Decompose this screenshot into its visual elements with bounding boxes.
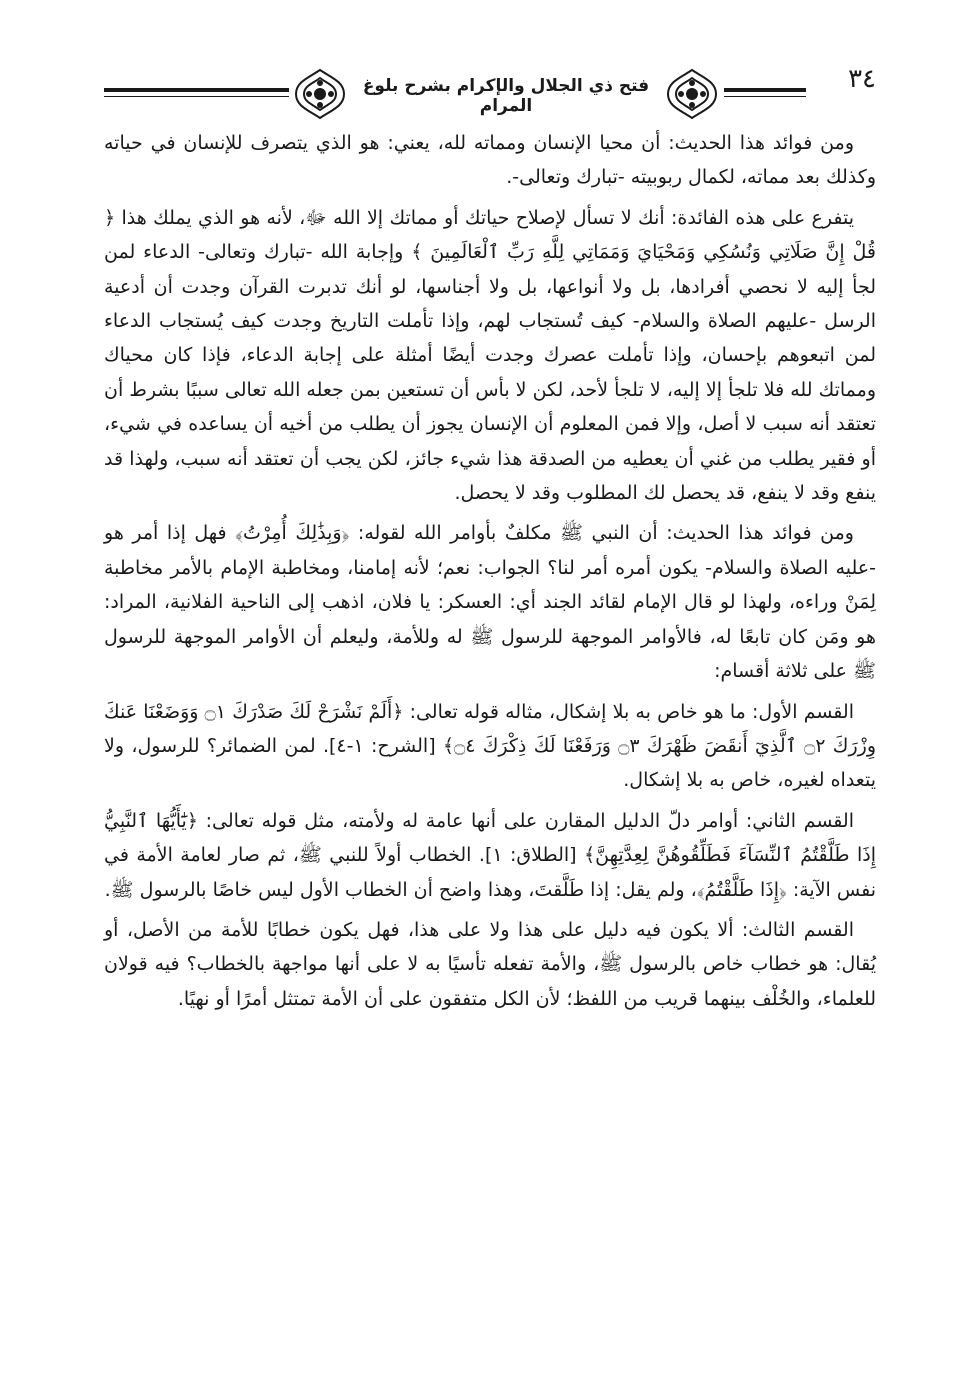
body-text: [104, 126, 876, 1020]
paragraph: ومن فوائد هذا الحديث: أن محيا الإنسان ومماته لله، يعني: هو الذي يتصرف للإنسان في حياته وكذلك بعد مماته، لكمال ربوبيته -تبارك وتعالى-.: [104, 132, 876, 189]
paragraph: يتفرع على هذه الفائدة: أنك لا تسأل لإصلاح حياتك أو مماتك إلا الله ﷻ، لأنه هو الذي يملك هذا ﴿ قُلْ إِنَّ صَلَاتِي وَنُسُكِي وَمَحْيَايَ وَمَمَاتِي لِلَّهِ رَبِّ ٱلْعَالَمِينَ ﴾ وإجابة الله -تبارك وتعالى- الدعاء لمن لجأ إليه لا نحصي أفرادها، بل ولا أنواعها، بل ولا أجناسها، لو أنك تدبرت القرآن وجدت أن أدعية الرسل -عليهم الصلاة والسلام- كيف تُستجاب لهم، وإذا تأملت التاريخ وجدت كيف يُستجاب الدعاء لمن اتبعوهم بإحسان، وإذا تأملت عصرك وجدت أيضًا أمثلة على إجابة الدعاء، فإذا كان محياك ومماتك لله فلا تلجأ إلا إليه، لا تلجأ لأحد، لكن لا بأس أن تستعين بمن جعله الله تعالى سببًا بشرط أن تعتقد أنه سبب لا أصل، وإلا فمن المعلوم أن الإنسان يجوز أن يطلب من أخيه أن يساعده في شيء، أو فقير يطلب من غني أن يعطيه من الصدقة هذا شيء جائز، لكن يجب أن تعتقد أنه سبب، ولهذا قد ينفع وقد لا ينفع، قد يحصل لك المطلوب وقد لا يحصل.: [104, 206, 876, 505]
ornament-icon: [292, 66, 348, 122]
header-rule: [724, 88, 806, 92]
paragraph: القسم الثالث: ألا يكون فيه دليل على هذا ولا على هذا، فهل يكون خطابًا للأمة من الأصل، أو يُقال: هو خطاب خاص بالرسول ﷺ، والأمة تفعله تأسيًا به لا على أنها مواجهة بالخطاب؟ فيه قولان للعلماء، والخُلْف بينهما قريب من اللفظ؛ لأن الكل متفقون على أن الأمة تمتثل أمرًا أو نهيًا.: [104, 918, 876, 1010]
paragraph: القسم الأول: ما هو خاص به بلا إشكال، مثاله قوله تعالى: ﴿أَلَمْ نَشْرَحْ لَكَ صَدْرَكَ ۝١ وَوَضَعْنَا عَنكَ وِزْرَكَ ۝٢ ٱلَّذِيٓ أَنقَضَ ظَهْرَكَ ۝٣ وَرَفَعْنَا لَكَ ذِكْرَكَ ۝٤﴾ [الشرح: ١-٤]. لمن الضمائر؟ للرسول، ولا يتعداه لغيره، خاص به بلا إشكال.: [104, 700, 876, 792]
page-number: ٣٤: [848, 64, 876, 94]
ornament-icon: [664, 66, 720, 122]
header-rule: [724, 96, 806, 97]
header-rule: [104, 96, 289, 97]
book-title: فتح ذي الجلال والإكرام بشرح بلوغ المرام: [362, 76, 650, 116]
header-rule: [104, 88, 289, 92]
page-header: [104, 52, 876, 122]
paragraph: ومن فوائد هذا الحديث: أن النبي ﷺ مكلفٌ بأوامر الله لقوله: ﴿وَبِذَٰلِكَ أُمِرْتُ﴾ فهل إذا أمر هو -عليه الصلاة والسلام- يكون أمره أمر لنا؟ الجواب: نعم؛ لأنه إمامنا، ومخاطبة الإمام بالأمر مخاطبة لِمَنْ وراءه، ولهذا لو قال الإمام لقائد الجند أي: العسكر: يا فلان، اذهب إلى الناحية الفلانية، المراد: هو ومَن كان تابعًا له، فالأوامر الموجهة للرسول ﷺ له وللأمة، وليعلم أن الأوامر الموجهة للرسول ﷺ على ثلاثة أقسام:: [104, 522, 876, 683]
paragraph: القسم الثاني: أوامر دلّ الدليل المقارن على أنها عامة له ولأمته، مثل قوله تعالى: ﴿يَٰٓأَيُّهَا ٱلنَّبِيُّ إِذَا طَلَّقْتُمُ ٱلنِّسَآءَ فَطَلِّقُوهُنَّ لِعِدَّتِهِنَّ﴾ [الطلاق: ١]. الخطاب أولاً للنبي ﷺ، ثم صار لعامة الأمة في نفس الآية: ﴿إِذَا طَلَّقْتُمُ﴾، ولم يقل: إذا طَلَّقتَ، وهذا واضح أن الخطاب الأول ليس خاصًا بالرسول ﷺ.: [104, 809, 876, 901]
